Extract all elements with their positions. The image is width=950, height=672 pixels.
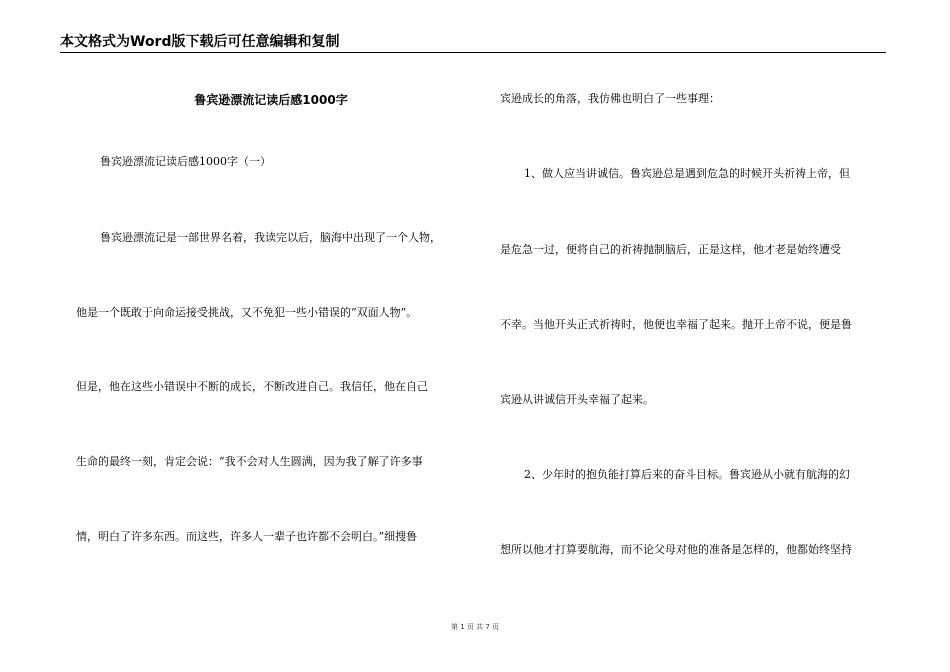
paragraph-line: 情，明白了许多东西。而这些，许多人一辈子也许都不会明白。”细搜鲁 (76, 530, 418, 543)
paragraph-line: 生命的最终一刻，肯定会说：“我不会对人生圆满，因为我了解了许多事 (76, 455, 423, 468)
paragraph-line: 1、做人应当讲诚信。鲁宾逊总是遇到危急的时候开头祈祷上帝，但 (524, 167, 850, 180)
page-number: 第 1 页 共 7 页 (450, 623, 500, 631)
paragraph-line: 宾逊成长的角落，我仿佛也明白了一些事理： (500, 92, 720, 105)
paragraph-line: 他是一个既敢于向命运接受挑战，又不免犯一些小错误的“双面人物”。 (76, 306, 418, 319)
paragraph-line: 是危急一过，便将自己的祈祷抛制脑后，正是这样，他才老是始终遭受 (500, 243, 841, 256)
paragraph-line: 不幸。当他开头正式祈祷时，他便也幸福了起来。抛开上帝不说，便是鲁 (500, 318, 852, 331)
document-title: 鲁宾逊漂流记读后感1000字 (194, 93, 348, 107)
paragraph-line: 鲁宾逊漂流记是一部世界名着，我读完以后，脑海中出现了一个人物， (100, 231, 441, 244)
document-header (60, 33, 886, 55)
header-text: 本文格式为Word版下载后可任意编辑和复制 (60, 34, 340, 50)
paragraph-line: 2、少年时的抱负能打算后来的奋斗目标。鲁宾逊从小就有航海的幻 (524, 468, 850, 481)
paragraph-line: 但是，他在这些小错误中不断的成长，不断改进自己。我信任，他在自己 (76, 380, 428, 393)
paragraph-line: 想所以他才打算要航海，而不论父母对他的准备是怎样的，他都始终坚持 (500, 543, 852, 556)
paragraph-line: 鲁宾逊漂流记读后感1000字（一） (100, 155, 271, 168)
paragraph-line: 宾逊从讲诚信开头幸福了起来。 (500, 393, 654, 406)
header-divider (60, 52, 886, 53)
